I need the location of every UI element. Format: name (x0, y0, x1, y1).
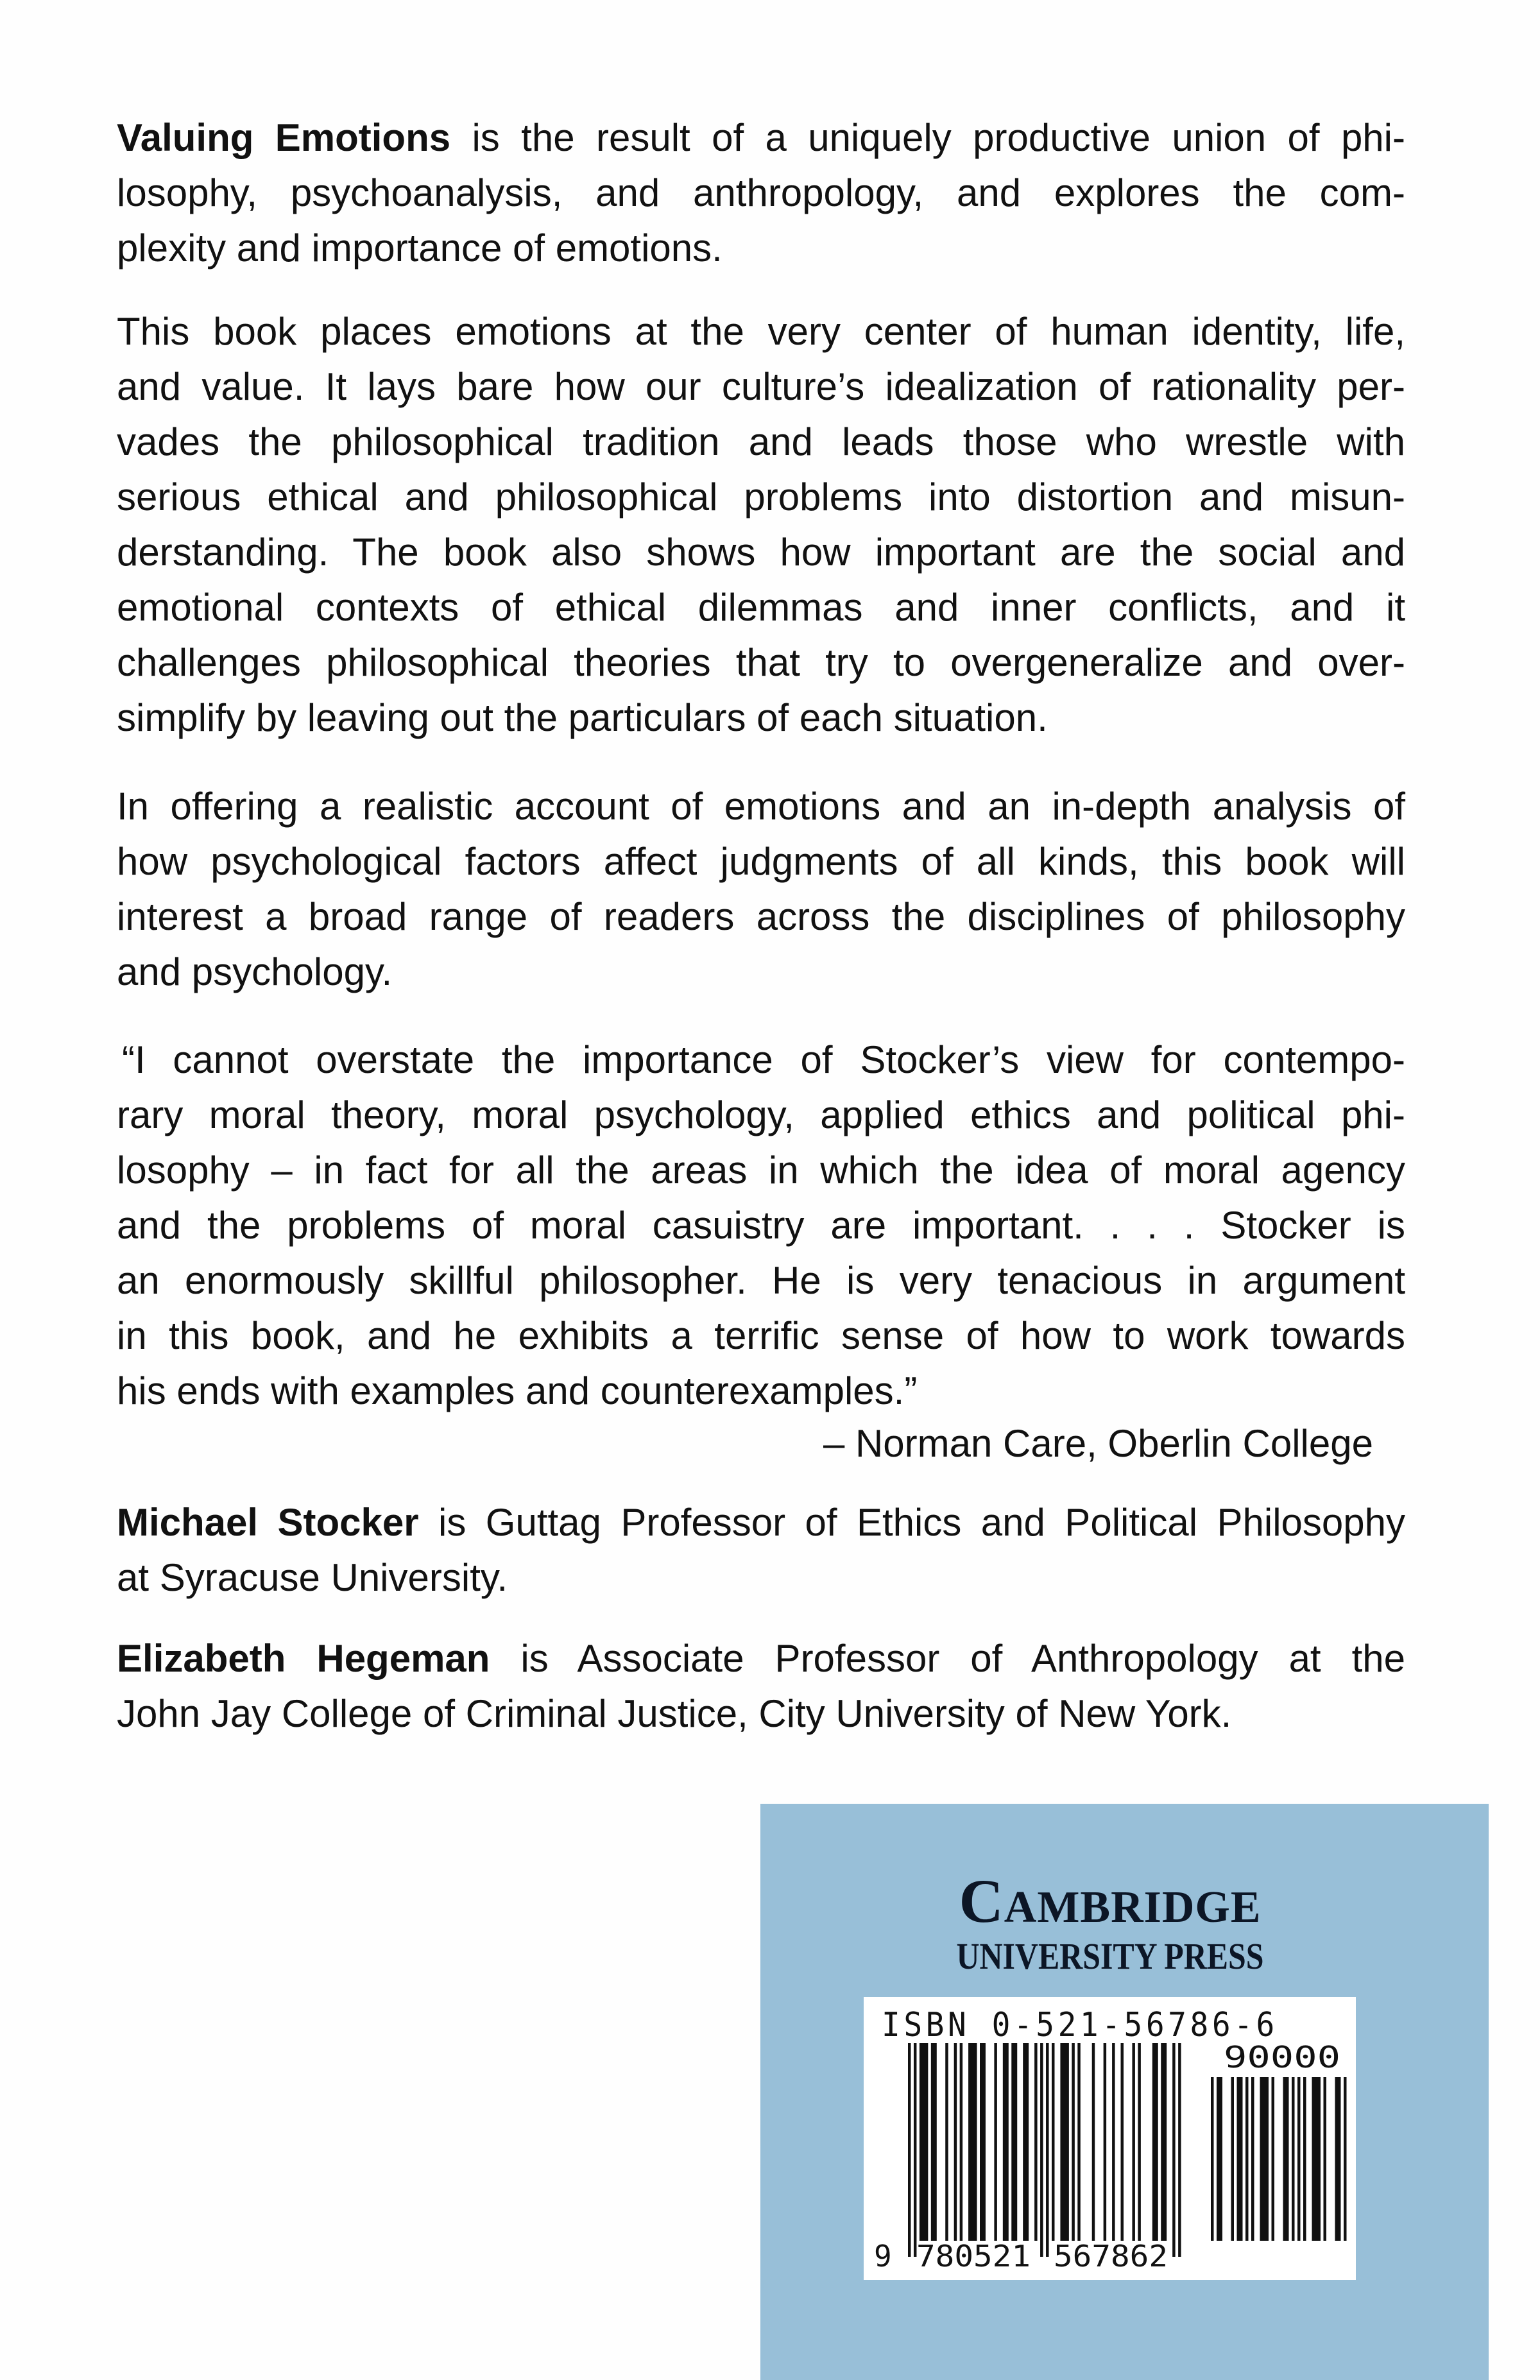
text-line: and value. It lays bare how our culture’s idealization of rationality per- (117, 365, 1405, 408)
summary-paragraph (117, 304, 1405, 746)
barcode-bar (954, 2043, 957, 2241)
barcode-label (864, 1997, 1356, 2280)
text-line: at Syracuse University. (117, 1556, 508, 1599)
addon-bar (1292, 2077, 1295, 2241)
barcode-bar (1003, 2043, 1009, 2241)
addon-bar (1335, 2077, 1341, 2241)
addon-bar (1211, 2077, 1214, 2241)
barcode-digit-group: 9 (874, 2239, 892, 2273)
quote-line: losophy – in fact for all the areas in which the idea of moral agency (117, 1149, 1405, 1192)
barcode-bar (1092, 2043, 1095, 2241)
barcode-bar (1060, 2043, 1068, 2241)
addon-bar (1344, 2077, 1347, 2241)
audience-paragraph (117, 779, 1405, 1000)
addon-bar (1272, 2077, 1275, 2241)
addon-bar (1237, 2077, 1243, 2241)
barcode-bar (968, 2043, 977, 2241)
intro-paragraph (117, 110, 1405, 276)
quote-attribution: – Norman Care, Oberlin College (823, 1422, 1373, 1465)
text-line: plexity and importance of emotions. (117, 227, 723, 270)
addon-bar (1283, 2077, 1289, 2241)
addon-bar (1245, 2077, 1249, 2241)
isbn-text: ISBN 0-521-56786-6 (882, 2006, 1278, 2044)
author-name: Elizabeth Hegeman (117, 1637, 490, 1680)
barcode-bar (1138, 2043, 1140, 2241)
logo-name: CAMBRIDGE (959, 1867, 1262, 1935)
text-line: vades the philosophical tradition and leads those who wrestle with (117, 420, 1405, 463)
barcode-digit-group: 567862 (1054, 2239, 1168, 2273)
barcode-bar (914, 2043, 916, 2257)
barcode-bar (1161, 2043, 1167, 2241)
addon-bar (1297, 2077, 1301, 2241)
text-line: simplify by leaving out the particulars of each situation. (117, 696, 1048, 739)
ean13-bars (908, 2043, 1181, 2257)
addon-bar (1251, 2077, 1254, 2241)
book-title: Valuing Emotions (117, 116, 451, 159)
addon-bar (1303, 2077, 1306, 2241)
text-line: losophy, psychoanalysis, and anthropology, and explores the com- (117, 171, 1405, 214)
barcode-bar (980, 2043, 986, 2241)
logo-subtitle: UNIVERSITY PRESS (956, 1935, 1264, 1977)
barcode-bar (1023, 2043, 1029, 2241)
quote-line: rary moral theory, moral psychology, applied ethics and political phi- (117, 1093, 1405, 1136)
text-line: This book places emotions at the very center of human identity, life, (117, 310, 1405, 353)
barcode-bar (1152, 2043, 1158, 2241)
author-bio-stocker (117, 1495, 1405, 1605)
text-line: Michael Stocker is Guttag Professor of Ethics and Political Philosophy (117, 1501, 1405, 1544)
barcode-bar (1132, 2043, 1134, 2241)
barcode-bar (1172, 2043, 1175, 2257)
text-line: In offering a realistic account of emotions and an in-depth analysis of (117, 785, 1405, 828)
quote-line: his ends with examples and counterexamples.” (117, 1369, 918, 1412)
quote-line: “I cannot overstate the importance of Stocker’s view for contempo- (122, 1038, 1405, 1081)
barcode-bar (1121, 2043, 1124, 2241)
barcode-bar (1072, 2043, 1074, 2241)
addon-bar (1324, 2077, 1327, 2241)
publisher-panel (760, 1804, 1489, 2380)
addon-bar (1260, 2077, 1269, 2241)
author-name: Michael Stocker (117, 1501, 419, 1544)
text-line: emotional contexts of ethical dilemmas and inner conflicts, and it (117, 586, 1405, 629)
author-bio-hegeman (117, 1631, 1405, 1742)
barcode-bar (1104, 2043, 1106, 2241)
text-line: challenges philosophical theories that try to overgeneralize and over- (117, 641, 1405, 684)
text-line: how psychological factors affect judgments of all kinds, this book will (117, 840, 1405, 883)
quote-attribution-block (821, 1416, 1373, 1471)
barcode-bar (908, 2043, 911, 2257)
barcode-bar (1040, 2043, 1043, 2257)
addon-bar (1231, 2077, 1235, 2241)
barcode-bar (1011, 2043, 1017, 2241)
barcode-bar (1052, 2043, 1054, 2241)
text-line: John Jay College of Criminal Justice, City University of New York. (117, 1692, 1232, 1735)
barcode-bar (945, 2043, 948, 2241)
barcode-bar (931, 2043, 937, 2241)
barcode-bar (960, 2043, 963, 2241)
addon-bar (1312, 2077, 1321, 2241)
quote-line: an enormously skillful philosopher. He is very tenacious in argument (117, 1259, 1405, 1302)
barcode-bar (994, 2043, 997, 2241)
quote-line: in this book, and he exhibits a terrific sense of how to work towards (117, 1314, 1405, 1357)
barcode-bar (1046, 2043, 1048, 2257)
barcode-bar (1112, 2043, 1115, 2241)
text-line: and psychology. (117, 950, 393, 993)
addon-bar (1217, 2077, 1222, 2241)
barcode-digit-group: 780521 (916, 2239, 1031, 2273)
addon-bars (1211, 2077, 1347, 2241)
text-line: Valuing Emotions is the result of a uniquely productive union of phi- (117, 116, 1405, 159)
text-line: interest a broad range of readers across the disciplines of philosophy (117, 895, 1405, 938)
text-line: serious ethical and philosophical problems into distortion and misun- (117, 475, 1405, 518)
review-quote (117, 1032, 1405, 1419)
text-line: Elizabeth Hegeman is Associate Professor of Anthropology at the (117, 1637, 1405, 1680)
text-line: derstanding. The book also shows how important are the social and (117, 531, 1405, 574)
barcode-bar (1034, 2043, 1037, 2241)
barcode-bar (920, 2043, 928, 2241)
addon-digits: 90000 (1224, 2040, 1340, 2075)
quote-line: and the problems of moral casuistry are important. . . . Stocker is (117, 1204, 1405, 1247)
cambridge-university-press-logo (918, 1867, 1303, 1977)
barcode-bar (1077, 2043, 1080, 2241)
barcode-bar (1178, 2043, 1181, 2257)
